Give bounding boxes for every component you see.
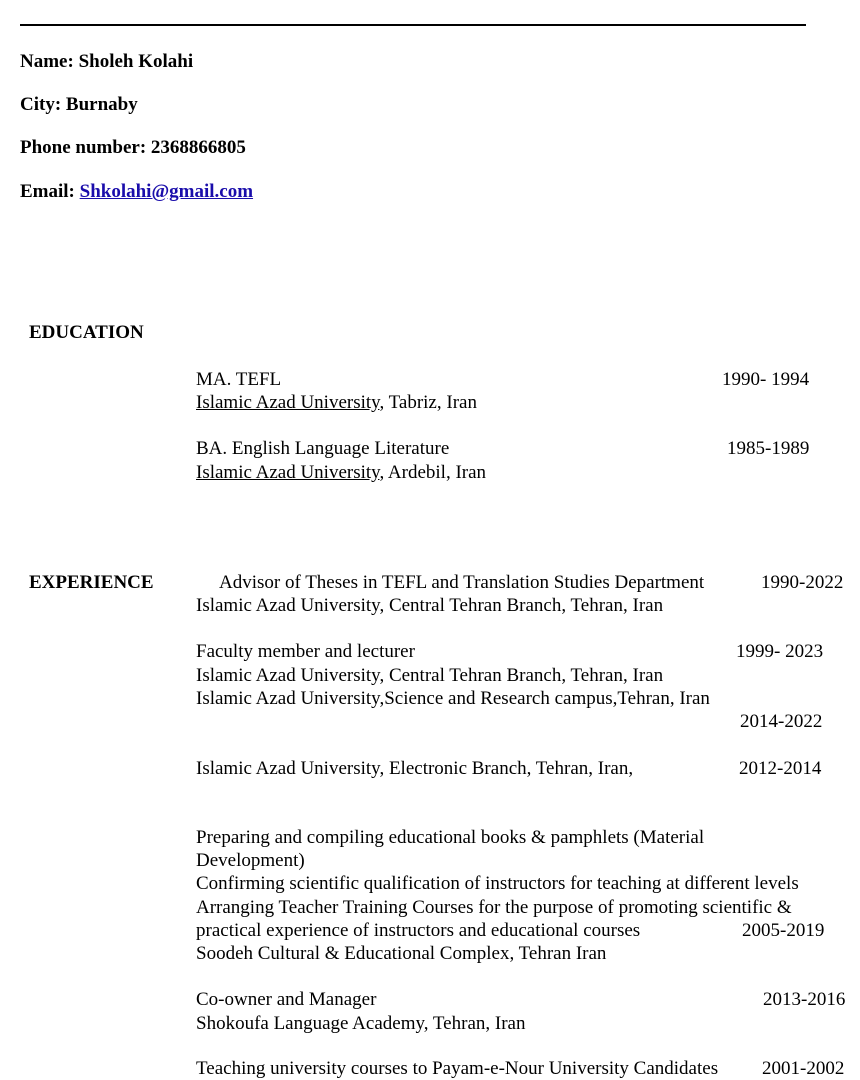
experience-advisor-title: Advisor of Theses in TEFL and Translation Studies Department: [219, 572, 705, 593]
education-degree-1: MA. TEFL: [196, 369, 282, 390]
email-label: Email:: [20, 181, 75, 202]
experience-heading: EXPERIENCE: [29, 572, 154, 593]
experience-advisor-dates: 1990-2022: [761, 572, 844, 593]
education-dates-1: 1990- 1994: [722, 369, 810, 390]
experience-material-line-4: Arranging Teacher Training Courses for the purpose of promoting scientific &: [196, 897, 792, 918]
phone-value: 2368866805: [150, 137, 246, 158]
experience-faculty-place-2: Islamic Azad University,Science and Research campus,Tehran, Iran: [196, 688, 710, 709]
school-name: Islamic Azad University: [196, 392, 380, 413]
school-location: , Ardebil, Iran: [379, 462, 487, 483]
experience-material-line-3: Confirming scientific qualification of instructors for teaching at different levels: [196, 873, 799, 894]
education-heading: EDUCATION: [29, 322, 144, 343]
experience-material-line-2: Development): [196, 850, 305, 871]
city-label: City:: [20, 94, 62, 115]
experience-teaching-dates: 2001-2002: [762, 1058, 845, 1079]
experience-material-dates: 2005-2019: [742, 920, 825, 941]
experience-material-line-5: practical experience of instructors and educational courses: [196, 920, 641, 941]
name-label: Name:: [20, 51, 74, 72]
education-school-2: [196, 461, 486, 484]
experience-coowner-dates: 2013-2016: [763, 989, 846, 1010]
experience-teaching-title: Teaching university courses to Payam-e-Nour University Candidates: [196, 1058, 719, 1079]
experience-electronic-place: Islamic Azad University, Electronic Branch, Tehran, Iran,: [196, 758, 634, 779]
experience-electronic-dates: 2012-2014: [739, 758, 822, 779]
phone-label: Phone number:: [20, 137, 147, 158]
experience-coowner-title: Co-owner and Manager: [196, 989, 377, 1010]
contact-phone: [20, 137, 246, 159]
experience-advisor-place: Islamic Azad University, Central Tehran Branch, Tehran, Iran: [196, 595, 664, 616]
experience-faculty-dates: 1999- 2023: [736, 641, 824, 662]
experience-coowner-place: Shokoufa Language Academy, Tehran, Iran: [196, 1013, 526, 1034]
school-name: Islamic Azad University: [196, 462, 380, 483]
city-value: Burnaby: [65, 94, 138, 115]
experience-faculty-place-1: Islamic Azad University, Central Tehran Branch, Tehran, Iran: [196, 665, 664, 686]
school-location: , Tabriz, Iran: [379, 392, 477, 413]
experience-faculty-place-2-dates: 2014-2022: [740, 711, 823, 732]
contact-name: [20, 51, 193, 73]
contact-email: [20, 181, 253, 203]
education-degree-2: BA. English Language Literature: [196, 438, 450, 459]
email-link[interactable]: Shkolahi@gmail.com: [79, 181, 254, 202]
name-value: Sholeh Kolahi: [78, 51, 194, 72]
header-rule: [20, 24, 806, 26]
education-dates-2: 1985-1989: [727, 438, 810, 459]
experience-material-place: Soodeh Cultural & Educational Complex, Tehran Iran: [196, 943, 607, 964]
experience-material-line-1: Preparing and compiling educational books & pamphlets (Material: [196, 827, 705, 848]
contact-city: [20, 94, 138, 116]
experience-faculty-title: Faculty member and lecturer: [196, 641, 415, 662]
education-school-1: [196, 391, 477, 414]
